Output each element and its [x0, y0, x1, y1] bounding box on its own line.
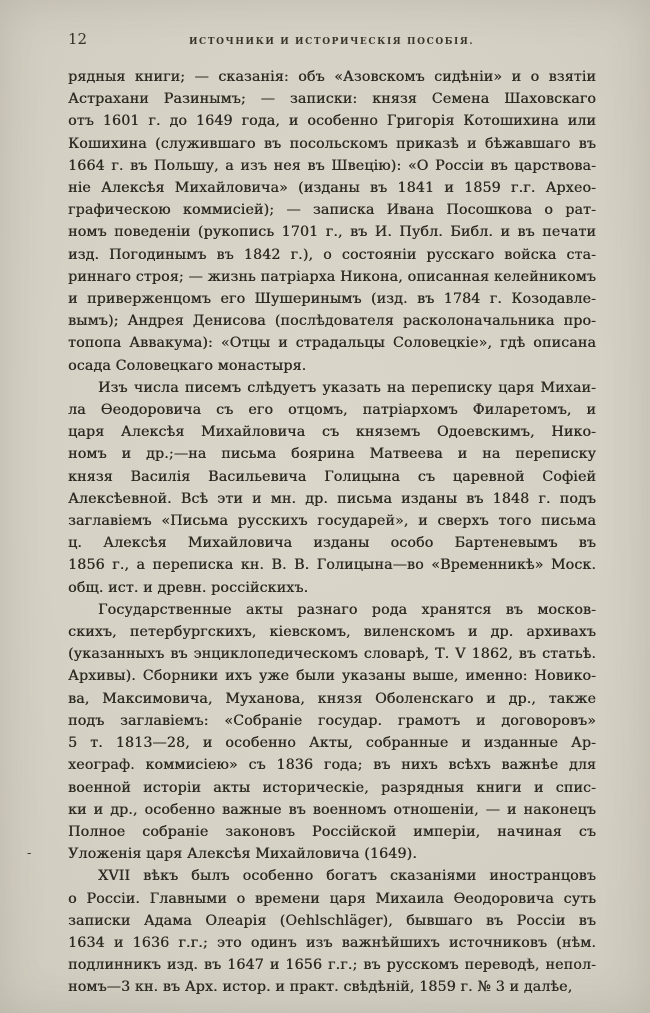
text-line: подъ заглавіемъ: «Собраніе государ. грамотъ и договоровъ» — [68, 712, 596, 729]
paragraph — [68, 599, 596, 865]
text-line: номъ поведеніи (рукопись 1701 г., въ И. Публ. Библ. и въ печати — [68, 224, 596, 241]
text-line: скихъ, петербургскихъ, кіевскомъ, виленскомъ и др. архивахъ — [68, 624, 596, 641]
text-line: отъ 1601 г. до 1649 года, и особенно Григорія Котошихина или — [68, 113, 596, 130]
text-line: топопа Аввакума): «Отцы и страдальцы Соловецкіе», гдѣ описана — [68, 335, 596, 352]
running-header: ИСТОЧНИКИ И ИСТОРИЧЕСКІЯ ПОСОБІЯ. — [188, 37, 475, 47]
text-line: риннаго строя; — жизнь патріарха Никона, описанная келейникомъ — [68, 268, 596, 285]
text-line: 1634 и 1636 г.г.; это одинъ изъ важнѣйшихъ источниковъ (нѣм. — [68, 934, 596, 951]
text-line: ніе Алексѣя Михайловича» (изданы въ 1841 и 1859 г.г. Архео- — [68, 180, 596, 197]
text-line: изд. Погодинымъ въ 1842 г.), о состояніи русскаго войска ста- — [68, 246, 596, 263]
text-line: вымъ); Андрея Денисова (послѣдователя расколоначальника про- — [68, 313, 596, 330]
paragraph — [68, 66, 596, 377]
text-line: князя Василія Васильевича Голицына съ царевной Софіей — [68, 468, 596, 485]
page-header — [68, 30, 596, 48]
text-line: (указанныхъ въ энциклопедическомъ словарѣ, Т. V 1862, въ статьѣ. — [68, 646, 596, 663]
text-line: записки Адама Олеарія (Oehlschläger), бывшаго въ Россіи въ — [68, 912, 596, 929]
text-line: Изъ числа писемъ слѣдуетъ указать на переписку царя Михаи- — [98, 379, 596, 396]
text-line: военной исторіи акты историческіе, разрядныя книги и спис- — [68, 779, 596, 796]
text-line: 5 т. 1813—28, и особенно Акты, собранные и изданные Ар- — [68, 735, 596, 752]
text-line: рядныя книги; — сказанія: объ «Азовскомъ сидѣніи» и о взятіи — [68, 69, 596, 85]
paragraph — [68, 377, 596, 599]
text-line: ки и др., особенно важные въ военномъ отношеніи, — и наконецъ — [68, 801, 596, 818]
text-line: и приверженцомъ его Шушеринымъ (изд. въ 1784 г. Козодавле- — [68, 291, 596, 308]
text-line: номъ—3 кн. въ Арх. истор. и практ. свѣдѣній, 1859 г. № 3 и далѣе, — [68, 979, 573, 996]
page-number: 12 — [68, 30, 88, 48]
text-line: номъ и др.;—на письма боярина Матвеева и на переписку — [68, 446, 596, 463]
text-line: заглавіемъ «Письма русскихъ государей», и сверхъ того письма — [68, 513, 596, 530]
text-line: общ. ист. и древн. россійскихъ. — [68, 579, 309, 596]
text-line: XVII вѣкъ былъ особенно богатъ сказаніями иностранцовъ — [98, 868, 596, 885]
text-line: осада Соловецкаго монастыря. — [68, 357, 307, 374]
text-line: Уложенія царя Алексѣя Михайловича (1649). — [68, 846, 417, 863]
paragraph — [68, 865, 596, 998]
text-line: Полное собраніе законовъ Россійской имперіи, начиная съ — [68, 823, 596, 840]
text-line: 1664 г. въ Польшу, а изъ нея въ Швецію): «О Россіи въ царствова- — [68, 157, 596, 174]
margin-mark: - — [27, 846, 32, 861]
text-line: графическою коммисіей); — записка Ивана Посошкова о рат- — [68, 202, 596, 219]
text-line: царя Алексѣя Михайловича съ княземъ Одоевскимъ, Нико- — [68, 424, 596, 441]
text-block — [68, 66, 596, 999]
text-line: Алексѣевной. Всѣ эти и мн. др. письма изданы въ 1848 г. подъ — [68, 490, 596, 507]
text-line: подлинникъ изд. въ 1647 и 1656 г.г.; въ русскомъ переводѣ, непол- — [68, 957, 596, 974]
text-line: Астрахани Разинымъ; — записки: князя Семена Шаховскаго — [68, 91, 596, 108]
text-line: Кошихина (служившаго въ посольскомъ приказѣ и бѣжавшаго въ — [68, 135, 596, 152]
text-line: хеограф. коммисіею» съ 1836 года; въ нихъ всѣхъ важнѣе для — [68, 757, 596, 774]
text-line: ц. Алексѣя Михайловича изданы особо Бартеневымъ въ — [68, 535, 596, 552]
text-line: Архивы). Сборники ихъ уже были указаны выше, именно: Новико- — [68, 668, 596, 685]
text-line: 1856 г., а переписка кн. В. В. Голицына—во «Временникѣ» Моск. — [68, 557, 596, 574]
text-line: о Россіи. Главными о времени царя Михаила Ѳеодоровича суть — [68, 890, 596, 907]
text-line: ва, Максимовича, Муханова, князя Оболенскаго и др., также — [68, 690, 596, 707]
text-line: ла Ѳеодоровича съ его отцомъ, патріархомъ Филаретомъ, и — [68, 402, 596, 419]
text-line: Государственные акты разнаго рода хранятся въ москов- — [98, 601, 596, 618]
